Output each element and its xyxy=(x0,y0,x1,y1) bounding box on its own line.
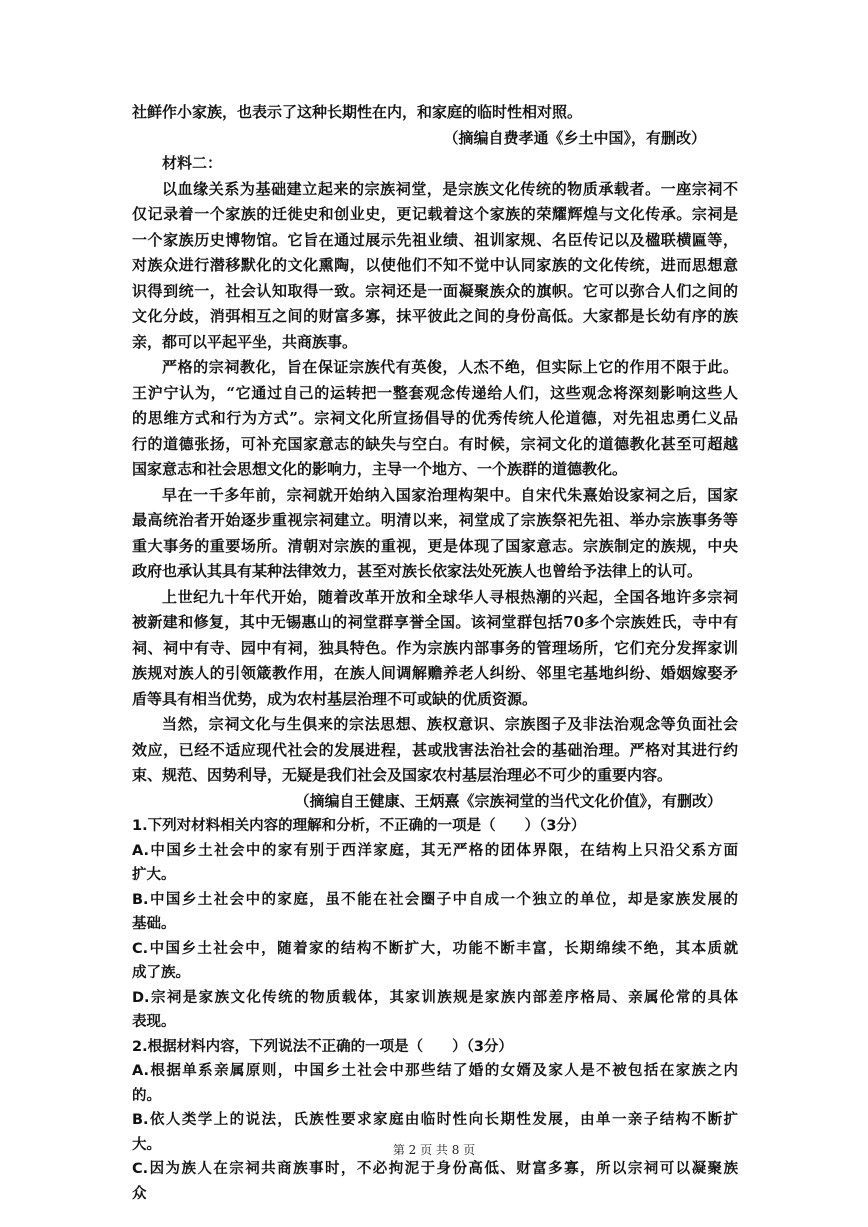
text-line: 束、规范、因势利导，无疑是我们社会及国家农村基层治理必不可少的重要内容。 xyxy=(132,766,673,784)
page-number-footer: 第 2 页 共 8 页 xyxy=(392,1143,476,1157)
text-line: 的思维方式和行为方式”。宗祠文化所宣扬倡导的优秀传统人伦道德，对先祖忠勇仁义品 xyxy=(132,409,738,427)
question-2: 2.根据材料内容，下列说法不正确的一项是（ ）（3分） xyxy=(132,1038,513,1055)
text-line: 行的道德张扬，可补充国家意志的缺失与空白。有时候，宗祠文化的道德教化甚至可超越 xyxy=(132,434,738,453)
text-line: 当然，宗祠文化与生俱来的宗法思想、族权意识、宗族图子及非法治观念等负面社会 xyxy=(162,715,738,733)
text-line: 效应，已经不适应现代社会的发展进程，甚或戕害法治社会的基础治理。严格对其进行约 xyxy=(132,740,738,759)
text-line: 祠、祠中有寺、园中有祠，独具特色。作为宗族内部事务的管理场所，它们充分发挥家训 xyxy=(132,638,738,657)
text-line: 早在一千多年前，宗祠就开始纳入国家治理构架中。自宋代朱熹始设家祠之后，国家 xyxy=(162,485,738,504)
option-2a-cont: 的。 xyxy=(132,1087,161,1104)
text-line: 一个家族历史博物馆。它旨在通过展示先祖业绩、祖训家规、名臣传记以及楹联横匾等， xyxy=(132,230,738,249)
option-2a: A.根据单系亲属原则，中国乡土社会中那些结了婚的女婿及家人是不被包括在家族之内 xyxy=(132,1063,738,1079)
text-line: 王沪宁认为，“它通过自己的运转把一整套观念传递给人们，这些观念将深刻影响这些人 xyxy=(132,383,738,402)
text-line: 以血缘关系为基础建立起来的宗族祠堂，是宗族文化传统的物质承载者。一座宗祠不 xyxy=(162,179,738,198)
option-1a-cont: 扩大。 xyxy=(132,867,176,883)
question-1: 1.下列对材料相关内容的理解和分析，不正确的一项是（ ）（3分） xyxy=(132,818,586,834)
text-line: 政府也承认其具有某种法律效力，甚至对族长依家法处死族人也曾给予法律上的认可。 xyxy=(132,562,703,580)
source-citation: （摘编自费孝通《乡土中国》，有删改） xyxy=(443,128,706,147)
text-line: 最高统治者开始逐步重视宗祠建立。明清以来，祠堂成了宗族祭祀先祖、举办宗族事务等 xyxy=(132,511,738,529)
text-line: 重大事务的重要场所。清朝对宗族的重视，更是体现了国家意志。宗族制定的族规，中央 xyxy=(132,536,738,555)
option-1c: C.中国乡土社会中，随着家的结构不断扩大，功能不断丰富，长期绵续不绝，其本质就 xyxy=(132,940,738,957)
text-line: 盾等具有相当优势，成为农村基层治理不可或缺的优质资源。 xyxy=(132,689,538,708)
option-1a: A.中国乡土社会中的家有别于西洋家庭，其无严格的团体界限，在结构上只沿父系方面 xyxy=(132,842,738,859)
text-line: 国家意志和社会思想文化的影响力，主导一个地方、一个族群的道德教化。 xyxy=(132,460,628,478)
text-line: 严格的宗祠教化，旨在保证宗族代有英俊，人杰不绝，但实际上它的作用不限于此。 xyxy=(162,358,738,376)
text-line: 上世纪九十年代开始，随着改革开放和全球华人寻根热潮的兴起，全国各地许多宗祠 xyxy=(162,587,738,606)
source-citation: （摘编自王健康、王炳熹《宗族祠堂的当代文化价值》，有删改） xyxy=(294,791,722,810)
text-line: 社鲜作小家族，也表示了这种长期性在内，和家庭的临时性相对照。 xyxy=(132,103,583,121)
option-1d: D.宗祠是家族文化传统的物质载体，其家训族规是家族内部差序格局、亲属伦常的具体 xyxy=(132,989,738,1006)
option-2b-cont: 大。 xyxy=(132,1136,161,1153)
text-line: 族规对族人的引领箴教作用，在族人间调解赡养老人纠纷、邻里宅基地纠纷、婚姻嫁娶矛 xyxy=(132,664,738,682)
text-line: 对族众进行潜移默化的文化熏陶，以使他们不知不觉中认同家族的文化传统，进而思想意 xyxy=(132,256,738,274)
text-line: 仅记录着一个家族的迁徙史和创业史，更记载着这个家族的荣耀辉煌与文化传承。宗祠是 xyxy=(132,205,738,223)
section-heading: 材料二： xyxy=(162,154,223,172)
page-content xyxy=(132,100,738,1206)
option-1d-cont: 表现。 xyxy=(132,1014,176,1030)
option-2c-cont: 众 xyxy=(132,1185,147,1202)
option-1c-cont: 成了族。 xyxy=(132,965,190,981)
option-1b-cont: 基础。 xyxy=(132,916,176,932)
option-2c: C.因为族人在宗祠共商族事时，不必拘泥于身份高低、财富多寡，所以宗祠可以凝聚族 xyxy=(132,1161,738,1177)
option-2b: B.依人类学上的说法，氏族性要求家庭由临时性向长期性发展，由单一亲子结构不断扩 xyxy=(132,1112,738,1128)
option-1b: B.中国乡土社会中的家庭，虽不能在社会圈子中自成一个独立的单位，却是家族发展的 xyxy=(132,891,738,908)
text-line: 被新建和修复，其中无锡惠山的祠堂群享誉全国。该祠堂群包括70多个宗族姓氏，寺中有 xyxy=(132,613,738,631)
text-line: 识得到统一，社会认知取得一致。宗祠还是一面凝聚族众的旗帜。它可以弥合人们之间的 xyxy=(132,281,738,300)
text-line: 文化分歧，消弭相互之间的财富多寡，抹平彼此之间的身份高低。大家都是长幼有序的族 xyxy=(132,307,738,325)
text-line: 亲，都可以平起平坐，共商族事。 xyxy=(132,332,358,351)
